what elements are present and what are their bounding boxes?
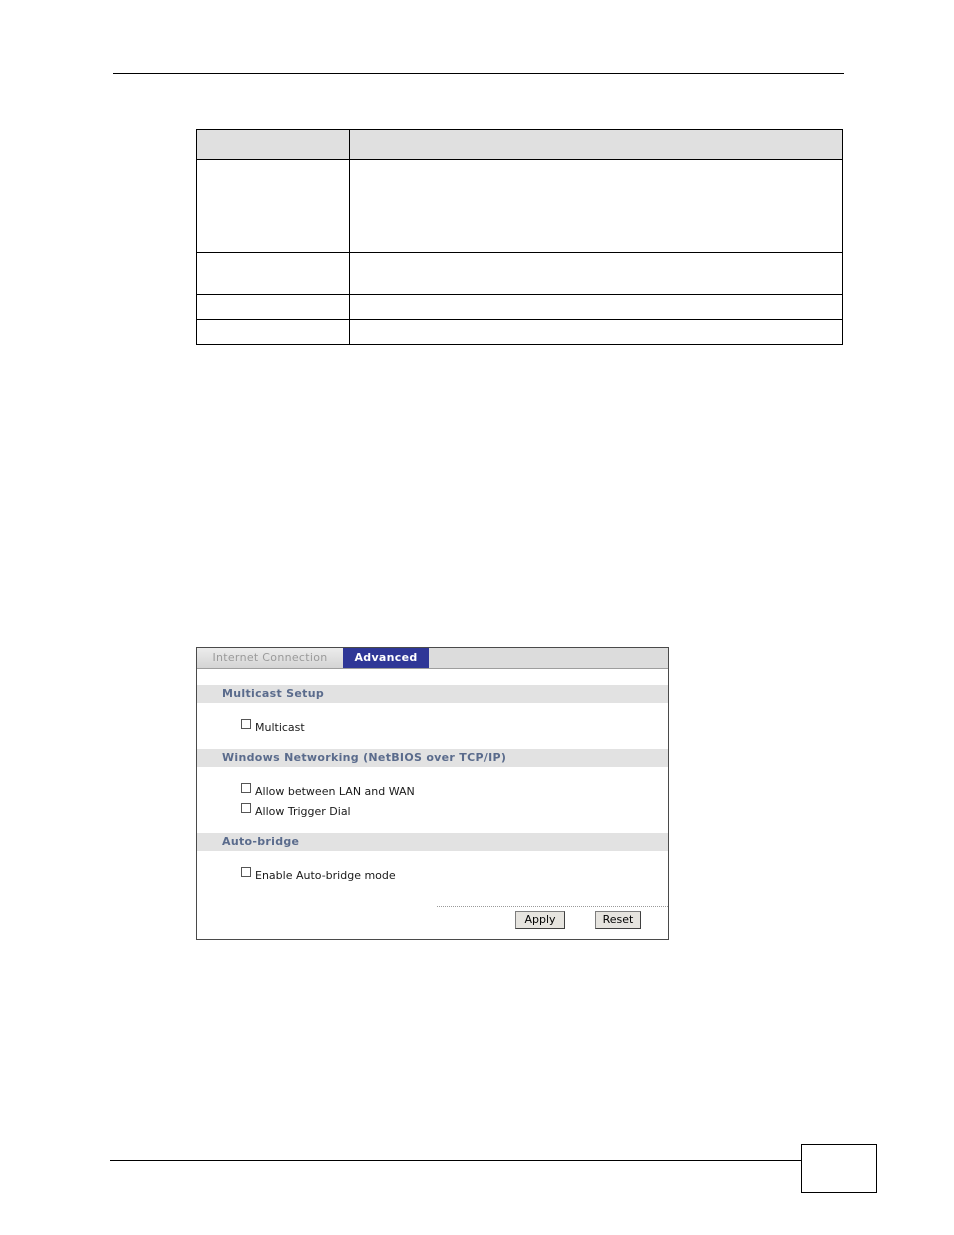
- table-row: [197, 320, 843, 345]
- auto-bridge-label: Enable Auto-bridge mode: [255, 869, 396, 882]
- auto-bridge-checkbox[interactable]: [241, 867, 251, 877]
- tab-advanced[interactable]: Advanced: [343, 648, 429, 668]
- table-cell: [350, 295, 843, 320]
- multicast-option: [241, 719, 305, 733]
- tab-internet-connection[interactable]: Internet Connection: [197, 648, 344, 668]
- multicast-checkbox[interactable]: [241, 719, 251, 729]
- allow-trigger-dial-option: [241, 803, 351, 817]
- multicast-label: Multicast: [255, 721, 305, 734]
- reset-button[interactable]: Reset: [595, 911, 641, 929]
- description-table: [196, 129, 843, 345]
- section-header-multicast: [197, 685, 668, 703]
- allow-lan-wan-label: Allow between LAN and WAN: [255, 785, 415, 798]
- apply-button[interactable]: Apply: [515, 911, 565, 929]
- table-cell: [350, 320, 843, 345]
- table-cell: [350, 160, 843, 253]
- table-header-cell: [350, 130, 843, 160]
- table-header-row: [197, 130, 843, 160]
- section-header-auto-bridge: [197, 833, 668, 851]
- table-cell: [197, 160, 350, 253]
- table-row: [197, 160, 843, 253]
- section-title: Multicast Setup: [222, 687, 325, 700]
- allow-trigger-dial-label: Allow Trigger Dial: [255, 805, 351, 818]
- table-row: [197, 253, 843, 295]
- table-header-cell: [197, 130, 350, 160]
- header-rule: [113, 73, 844, 74]
- allow-lan-wan-option: [241, 783, 415, 797]
- footer-rule: [110, 1160, 802, 1161]
- allow-trigger-dial-checkbox[interactable]: [241, 803, 251, 813]
- button-separator: [437, 906, 668, 907]
- section-header-windows-networking: [197, 749, 668, 767]
- table-cell: [197, 295, 350, 320]
- auto-bridge-option: [241, 867, 396, 881]
- table-row: [197, 295, 843, 320]
- section-title: Windows Networking (NetBIOS over TCP/IP): [222, 751, 507, 764]
- section-title: Auto-bridge: [222, 835, 300, 848]
- table-cell: [197, 320, 350, 345]
- table-cell: [350, 253, 843, 295]
- advanced-settings-screen: [196, 647, 669, 940]
- page-number-box: [801, 1144, 877, 1193]
- table-cell: [197, 253, 350, 295]
- allow-lan-wan-checkbox[interactable]: [241, 783, 251, 793]
- tab-bar: [197, 648, 668, 669]
